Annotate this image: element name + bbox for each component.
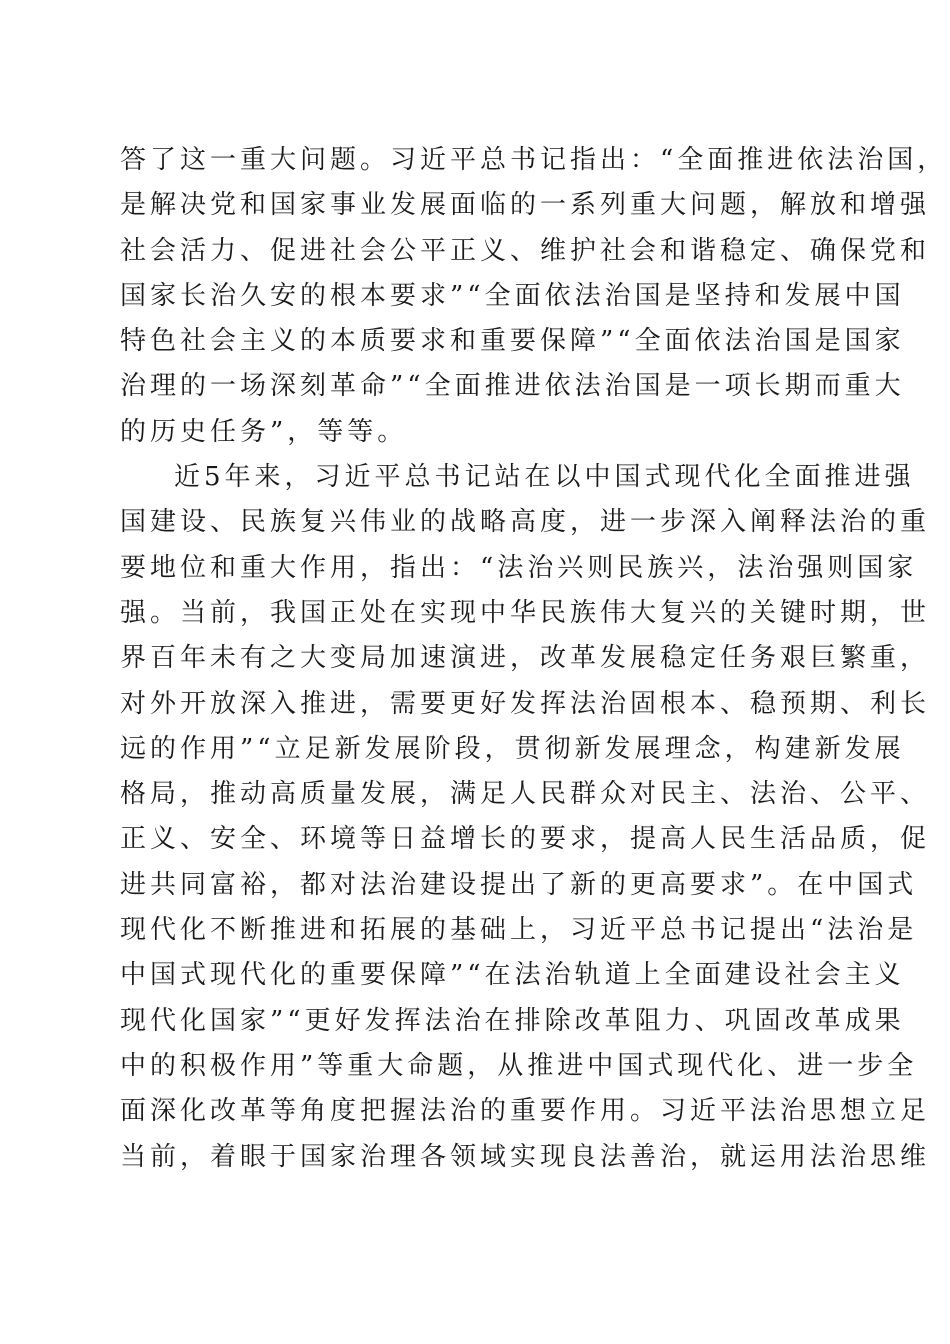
text-line: 远的作用”“立足新发展阶段，贯彻新发展理念，构建新发展 — [120, 733, 905, 764]
text-line: 现代化不断推进和拓展的基础上，习近平总书记提出“法治是 — [120, 915, 918, 946]
text-line: 国建设、民族复兴伟业的战略高度，进一步深入阐释法治的重 — [120, 507, 931, 538]
text-line: 中的积极作用”等重大命题，从推进中国式现代化、进一步全 — [120, 1050, 918, 1081]
text-line: 当前，着眼于国家治理各领域实现良法善治，就运用法治思维 — [120, 1141, 931, 1172]
text-line: 界百年未有之大变局加速演进，改革发展稳定任务艰巨繁重， — [120, 643, 931, 674]
text-line: 对外开放深入推进，需要更好发挥法治固根本、稳预期、利长 — [120, 688, 931, 719]
text-line: 社会活力、促进社会公平正义、维护社会和谐稳定、确保党和 — [120, 235, 931, 266]
paragraph-2 — [120, 455, 931, 1180]
text-line: 中国式现代化的重要保障”“在法治轨道上全面建设社会主义 — [120, 960, 905, 991]
text-line: 国家长治久安的根本要求”“全面依法治国是坚持和发展中国 — [120, 280, 905, 311]
text-line: 答了这一重大问题。习近平总书记指出：“全面推进依法治国， — [120, 145, 948, 175]
text-line: 面深化改革等角度把握法治的重要作用。习近平法治思想立足 — [120, 1096, 931, 1127]
text-line: 治理的一场深刻革命”“全面推进依法治国是一项长期而重大 — [120, 371, 905, 402]
text-line: 正义、安全、环境等日益增长的要求，提高人民生活品质，促 — [120, 824, 931, 855]
text-line: 特色社会主义的本质要求和重要保障”“全面依法治国是国家 — [120, 326, 905, 357]
text-line: 进共同富裕，都对法治建设提出了新的更高要求”。在中国式 — [120, 869, 918, 900]
text-line: 格局，推动高质量发展，满足人民群众对民主、法治、公平、 — [120, 779, 931, 810]
paragraph-1 — [120, 138, 948, 455]
text-line: 是解决党和国家事业发展面临的一系列重大问题，解放和增强 — [120, 190, 931, 221]
text-line: 要地位和重大作用，指出：“法治兴则民族兴，法治强则国家 — [120, 552, 918, 583]
text-line: 强。当前，我国正处在实现中华民族伟大复兴的关键时期，世 — [120, 597, 931, 628]
document-body — [120, 138, 948, 1180]
text-line-first: 近5年来，习近平总书记站在以中国式现代化全面推进强 — [174, 462, 915, 493]
text-line: 的历史任务”，等等。 — [120, 416, 408, 447]
text-line: 现代化国家”“更好发挥法治在排除改革阻力、巩固改革成果 — [120, 1005, 905, 1036]
